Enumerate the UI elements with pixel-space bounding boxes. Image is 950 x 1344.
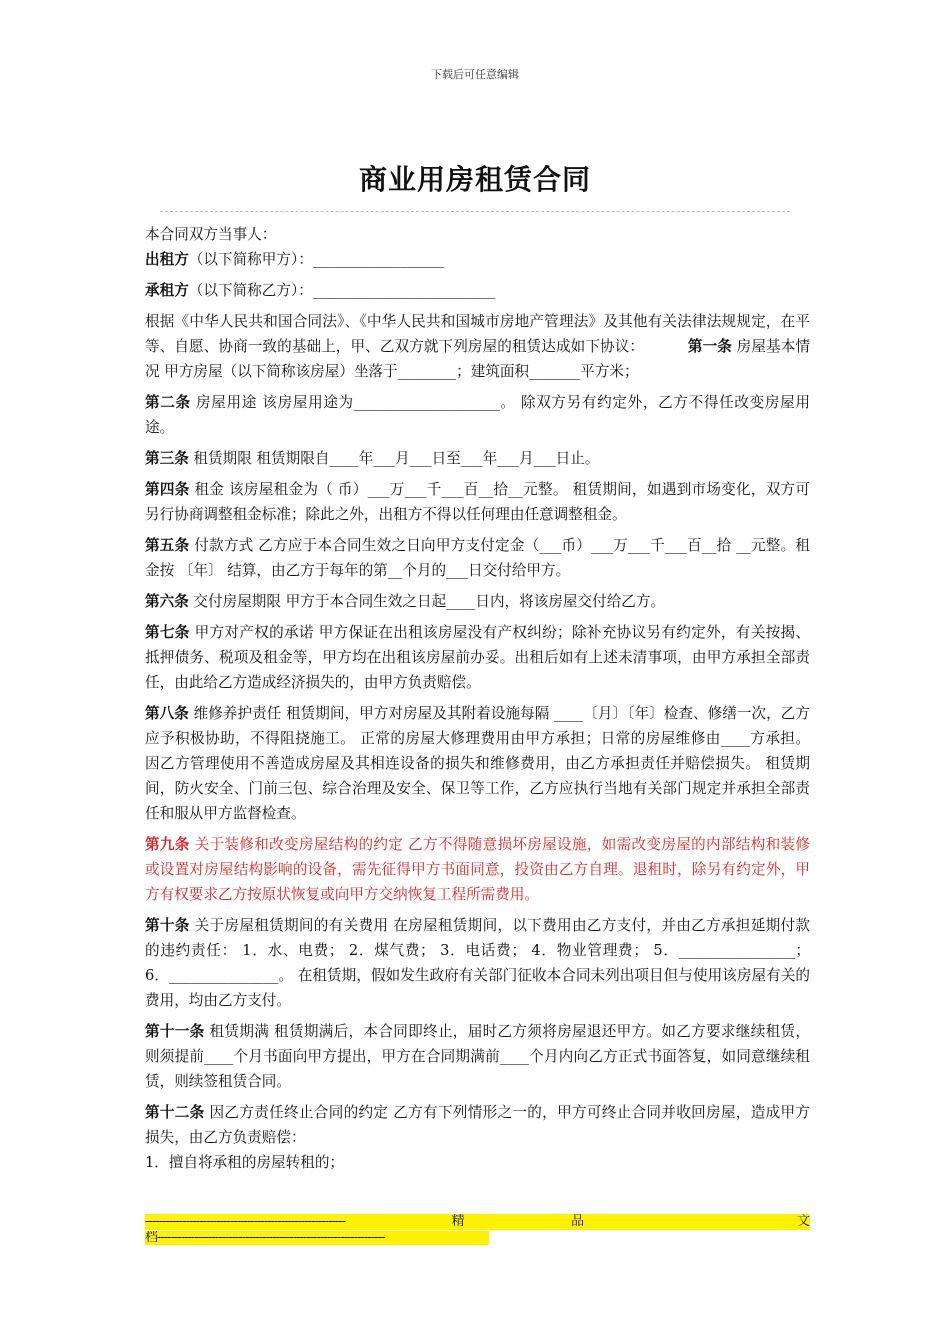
article-7 <box>145 620 810 695</box>
preamble: 根据《中华人民共和国合同法》、《中华人民共和国城市房地产管理法》及其他有关法律法规规定，在平等、自愿、协商一致的基础上，甲、乙双方就下列房屋的租赁达成如下协议： <box>145 313 810 355</box>
article-6 <box>145 589 810 614</box>
article-11-label: 第十一条 <box>145 1023 205 1040</box>
article-2-text: 房屋用途 该房屋用途为____________________。 除双方另有约定外，乙方不得任改变房屋用途。 <box>145 394 810 436</box>
article-2 <box>145 390 810 440</box>
article-6-text: 交付房屋期限 甲方于本合同生效之日起____日内，将该房屋交付给乙方。 <box>188 593 666 610</box>
article-8-label: 第八条 <box>145 705 189 722</box>
article-1-label: 第一条 <box>687 338 732 355</box>
article-10-text: 关于房屋租赁期间的有关费用 在房屋租赁期间，以下费用由乙方支付，并由乙方承担延期付款的违约责任： 1．水、电费； 2．煤气费； 3．电话费； 4．物业管理费； 5．________________； 6．_______________。 在租赁期，假如发生政府有关部门征收本合同未列出项目但与使用该房屋有关的费用，均由乙方支付。 <box>145 917 810 1009</box>
article-7-text: 甲方对产权的承诺 甲方保证在出租该房屋没有产权纠纷；除补充协议另有约定外，有关按揭、抵押债务、税项及租金等，甲方均在出租该房屋前办妥。出租后如有上述未清事项，由甲方承担全部责任，由此给乙方造成经济损失的，由甲方负责赔偿。 <box>145 624 810 691</box>
preamble-and-article-1 <box>145 309 810 384</box>
article-3-text: 租赁期限 租赁期限自____年___月___日至___年___月___日止。 <box>188 450 600 467</box>
footer-char-1: 精 <box>451 1214 465 1229</box>
article-6-label: 第六条 <box>145 593 189 610</box>
title-divider <box>160 211 790 212</box>
article-5-text: 付款方式 乙方应于本合同生效之日向甲方支付定金（___币）___万___千___百__拾 __元整。租金按 〔年〕 结算，由乙方于每年的第__个月的___日交付给甲方。 <box>145 537 810 579</box>
article-3 <box>145 446 810 471</box>
footer-dashes: ----------------------------------------------------------- <box>145 1214 346 1229</box>
footer-char-2: 品 <box>571 1214 585 1229</box>
footer-char-3: 文 <box>796 1214 810 1229</box>
article-8 <box>145 701 810 826</box>
article-9-label: 第九条 <box>145 836 190 853</box>
article-4 <box>145 477 810 527</box>
article-4-text: 租金 该房屋租金为（ 币）___万___千___百__拾__元整。 租赁期间，如遇到市场变化，双方可另行协商调整租金标准；除此之外，出租方不得以任何理由任意调整租金。 <box>145 481 810 523</box>
footer-watermark-line2: 档------------------------------------------------------------------- <box>145 1231 489 1245</box>
parties-intro: 本合同双方当事人： <box>145 226 277 243</box>
lessee-line <box>145 278 810 303</box>
article-3-label: 第三条 <box>145 450 189 467</box>
article-12-text: 因乙方责任终止合同的约定 乙方有下列情形之一的，甲方可终止合同并收回房屋，造成甲方损失，由乙方负责赔偿： <box>145 1104 810 1146</box>
article-4-label: 第四条 <box>145 481 190 498</box>
contract-body <box>145 222 810 1175</box>
article-9 <box>145 832 810 907</box>
article-7-label: 第七条 <box>145 624 190 641</box>
lessor-text: （以下简称甲方）：__________________ <box>188 251 445 268</box>
lessor-line <box>145 247 810 272</box>
article-5-label: 第五条 <box>145 537 190 554</box>
article-10 <box>145 913 810 1013</box>
header-note: 下载后可任意编辑 <box>431 68 519 81</box>
article-10-label: 第十条 <box>145 917 190 934</box>
article-1-text: 房屋基本情况 甲方房屋（以下简称该房屋）坐落于________；建筑面积_______平方米； <box>145 338 810 380</box>
article-9-text: 关于装修和改变房屋结构的约定 乙方不得随意损坏房屋设施，如需改变房屋的内部结构和装修或设置对房屋结构影响的设备，需先征得甲方书面同意，投资由乙方自理。退租时，除另有约定外，甲方有权要求乙方按原状恢复或向甲方交纳恢复工程所需费用。 <box>145 836 810 903</box>
article-5 <box>145 533 810 583</box>
article-12 <box>145 1100 810 1150</box>
article-11-text: 租赁期满 租赁期满后，本合同即终止，届时乙方须将房屋退还甲方。如乙方要求继续租赁，则须提前____个月书面向甲方提出，甲方在合同期满前____个月内向乙方正式书面答复，如同意继续租赁，则续签租赁合同。 <box>145 1023 810 1090</box>
list-item: 1．擅自将承租的房屋转租的； <box>145 1154 345 1171</box>
article-11 <box>145 1019 810 1094</box>
lessee-label: 承租方 <box>145 282 189 299</box>
document-title: 商业用房租赁合同 <box>358 163 591 196</box>
article-8-text: 维修养护责任 租赁期间，甲方对房屋及其附着设施每隔 ____〔月〕〔年〕检查、修缮一次，乙方应予积极协助，不得阻挠施工。 正常的房屋大修理费用由甲方承担；日常的房屋维修由____方承担。 因乙方管理使用不善造成房屋及其相连设备的损失和维修费用，由乙方承担责任并赔偿损失。 租赁期间，防火安全、门前三包、综合治理及安全、保卫等工作，乙方应执行当地有关部门规定并承担全部责任和服从甲方监督检查。 <box>145 705 810 822</box>
footer-watermark <box>145 1214 810 1230</box>
article-2-label: 第二条 <box>145 394 191 411</box>
lessee-text: （以下简称乙方）：_________________________ <box>188 282 496 299</box>
lessor-label: 出租方 <box>145 251 189 268</box>
article-12-label: 第十二条 <box>145 1104 205 1121</box>
